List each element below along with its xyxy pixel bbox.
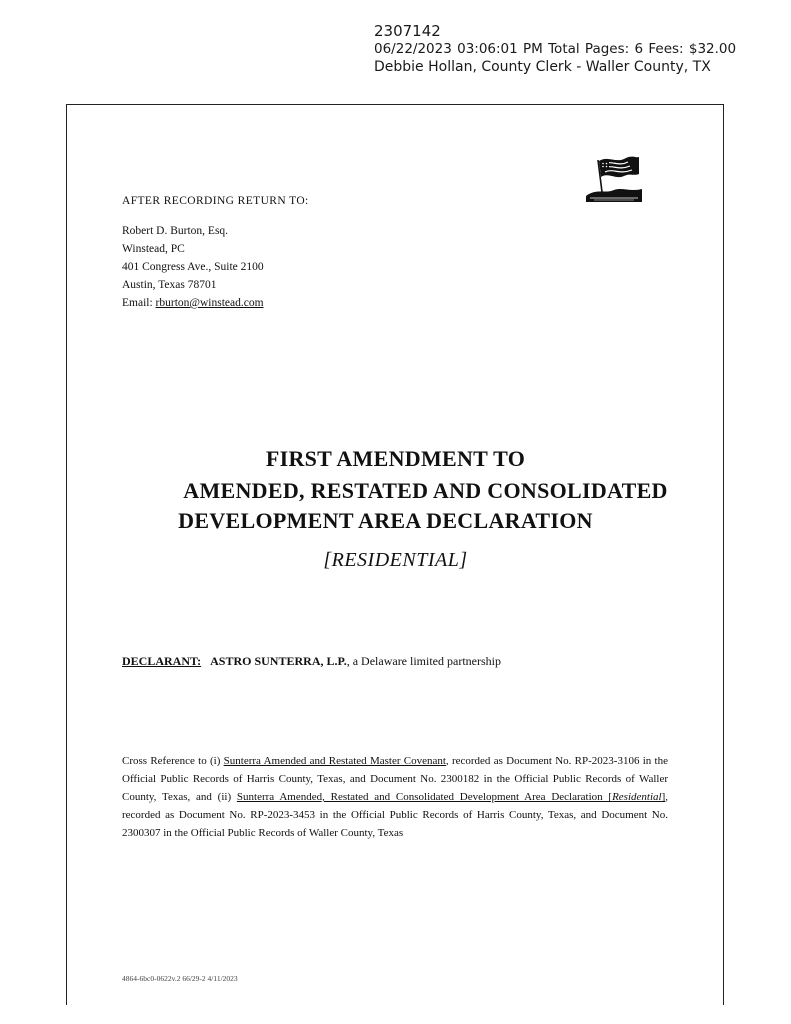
return-city: Austin, Texas 78701 xyxy=(122,279,217,291)
footer-document-code: 4864-6bc0-0622v.2 66/29-2 4/11/2023 xyxy=(122,974,238,983)
declarant-line xyxy=(122,654,501,669)
return-name: Robert D. Burton, Esq. xyxy=(122,225,229,237)
return-email-line xyxy=(122,294,309,312)
crossref-text-3: , recorded as Document No. RP-2023-3453 in the Official Public Records of Harris County, Texas, and Document No. 2300307 in the Official Public Records of Waller County, Texas xyxy=(122,791,668,839)
declarant-label: DECLARANT: xyxy=(122,654,202,668)
return-email-label: Email: xyxy=(122,297,156,309)
recording-stamp xyxy=(374,22,736,76)
return-address-block xyxy=(122,192,309,312)
return-heading: AFTER RECORDING RETURN TO: xyxy=(122,195,309,207)
crossref-declaration: Sunterra Amended, Restated and Consolidated Development Area Declaration [ xyxy=(236,791,613,803)
recording-document-number: 2307142 xyxy=(374,22,441,40)
crossref-residential: Residential xyxy=(612,791,662,803)
document-title-line-2: AMENDED, RESTATED AND CONSOLIDATED xyxy=(183,478,668,503)
crossref-text-2: , recorded as Document No. RP-2023-3106 in the Official Public Records of Harris County, Texas, and Document No. 2300182 in the Official Public Records of Waller County, Texas, and (ii) xyxy=(122,755,668,803)
crossref-text-1: Cross Reference to (i) xyxy=(122,755,224,767)
recording-clerk: Debbie Hollan, County Clerk - Waller County, TX xyxy=(374,59,711,75)
document-subtitle: [RESIDENTIAL] xyxy=(323,549,468,571)
document-title-line-3: DEVELOPMENT AREA DECLARATION xyxy=(178,508,593,533)
flag-seal-icon xyxy=(584,152,644,204)
declarant-name: ASTRO SUNTERRA, L.P. xyxy=(210,654,347,668)
recording-date-pages-fees: 06/22/2023 03:06:01 PM Total Pages: 6 Fees: $32.00 xyxy=(374,41,737,57)
return-firm: Winstead, PC xyxy=(122,243,185,255)
document-title-line-1: FIRST AMENDMENT TO xyxy=(265,446,526,471)
declarant-description: , a Delaware limited partnership xyxy=(346,654,501,668)
cross-reference-paragraph xyxy=(122,752,668,842)
crossref-declaration-end: ] xyxy=(661,791,666,803)
return-email-link[interactable]: rburton@winstead.com xyxy=(155,297,264,309)
crossref-master-covenant: Sunterra Amended and Restated Master Covenant xyxy=(223,755,446,767)
return-street: 401 Congress Ave., Suite 2100 xyxy=(122,261,264,273)
